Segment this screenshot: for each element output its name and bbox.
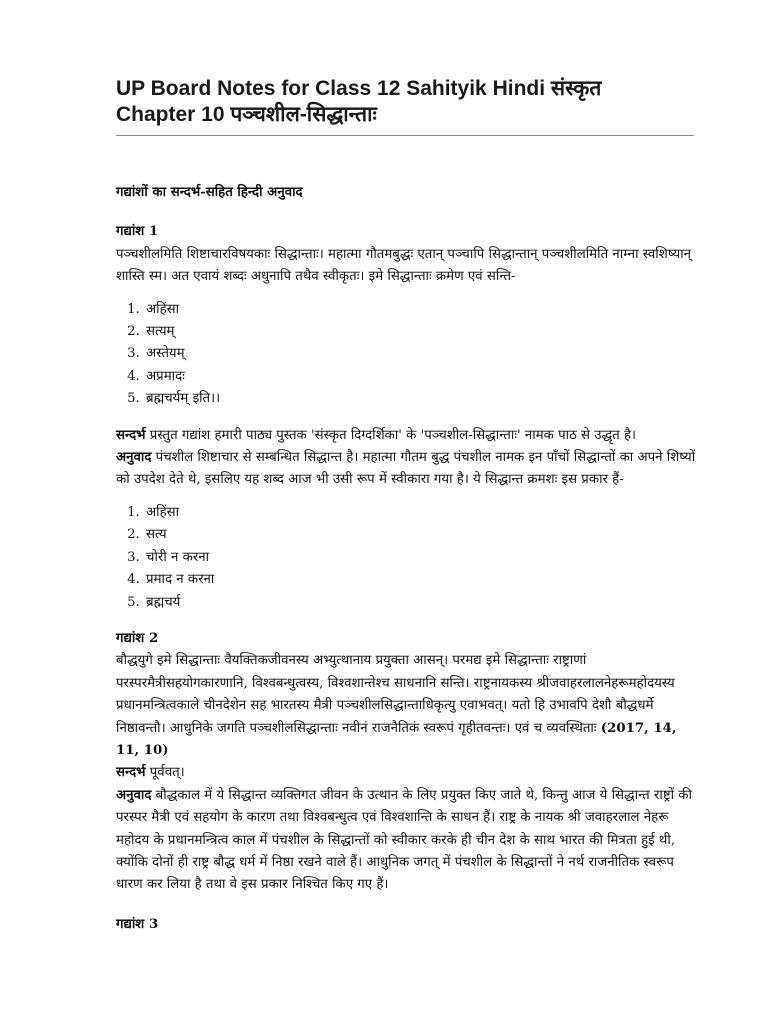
reference-text: पूर्ववत्। <box>149 765 185 781</box>
exam-years: (2017, 14, 11, 10) <box>116 720 677 758</box>
list-item: 3. अस्तेयम् <box>144 343 698 365</box>
passage-1-translation <box>116 447 698 492</box>
passage-2-heading: गद्यांश 2 <box>116 630 159 646</box>
translation-text: बौद्धकाल में ये सिद्धान्त व्यक्तिगत जीवन के उत्थान के लिए प्रयुक्त किए जाते थे, किन्तु आज ये सिद्धान्त राष्ट्रों की परस्पर मैत्री एवं सहयोग के कारण तथा विश्वबन्धुत्व एवं विश्वशान्ति के साधन हैं। राष्ट्र के नायक श्री जवाहरलाल नेहरू महोदय के प्रधानमन्त्रित्व काल में पंचशील के सिद्धान्तों को स्वीकार करके ही चीन देश के साथ भारत की मित्रता हुई थी, क्योंकि दोनों ही राष्ट्र बौद्ध धर्म में निष्ठा रखने वाले हैं। आधुनिक जगत् में पंचशील के सिद्धान्तों ने नर्थ राजनीतिक स्वरूप धारण कर लिया है तथा वे इस प्रकार निश्चित किए गए हैं। <box>116 787 692 893</box>
document-body <box>116 182 698 936</box>
list-item: 1. अहिंसा <box>144 502 698 524</box>
list-item: 3. चोरी न करना <box>144 547 698 569</box>
section-heading: गद्यांशों का सन्दर्भ-सहित हिन्दी अनुवाद <box>116 185 303 200</box>
reference-label: सन्दर्भ <box>116 765 146 781</box>
passage-1-list <box>116 299 698 411</box>
passage-1-text: पञ्चशीलमिति शिष्टाचारविषयकाः सिद्धान्ताः। महात्मा गौतमबुद्धः एतान् पञ्चापि सिद्धान्तान् पञ्चशीलमिति नाम्ना स्वशिष्यान् शास्ति स्म। अत एवायं शब्दः अधुनापि तथैव स्वीकृतः। इमे सिद्धान्ताः क्रमेण एवं सन्ति- <box>116 246 692 285</box>
passage-2-body: बौद्धयुगे इमे सिद्धान्ताः वैयक्तिकजीवनस्य अभ्युत्थानाय प्रयुक्ता आसन्। परमद्य इमे सिद्धान्ताः राष्ट्राणां परस्परमैत्रीसहयोगकारणानि, विश्वबन्धुत्वस्य, विश्वशान्तेश्च साधनानि सन्ति। राष्ट्रनायकस्य श्रीजवाहरलालनेहरूमहोदयस्य प्रधानमन्त्रित्वकाले चीनदेशेन सह भारतस्य मैत्री पञ्चशीलसिद्धान्ताधिकृत्यु एवाभवत्। यतो हि उभावपि देशौ बौद्धधर्मे निष्ठावन्तौ। आधुनिके जगति पञ्चशीलसिद्धान्ताः नवीनं राजनैतिकं स्वरूपं गृहीतवन्तः। एवं च व्यवस्थिताः <box>116 653 675 736</box>
passage-2-translation <box>116 785 698 897</box>
list-item: 5. ब्रह्मचर्यम् इति।। <box>144 388 698 410</box>
list-item: 4. प्रमाद न करना <box>144 569 698 591</box>
passage-1-reference <box>116 425 698 447</box>
translation-label: अनुवाद <box>116 450 152 466</box>
reference-text: प्रस्तुत गद्यांश हमारी पाठ्य पुस्तक 'संस्कृत दिग्दर्शिका' के 'पञ्चशील-सिद्धान्ताः' नामक पाठ से उद्धृत है। <box>149 427 637 443</box>
passage-1-heading: गद्यांश 1 <box>116 224 159 240</box>
translation-text: पंचशील शिष्टाचार से सम्बन्धित सिद्धान्त है। महात्मा गौतम बुद्ध पंचशील नामक इन पाँचों सिद्धान्तों का अपने शिष्यों को उपदेश देते थे, इसलिए यह शब्द आज भी उसी रूप में स्वीकारा गया है। ये सिद्धान्त क्रमशः इस प्रकार हैं- <box>116 450 696 488</box>
list-item: 2. सत्यम् <box>144 321 698 343</box>
title-divider <box>116 135 694 136</box>
page-title: UP Board Notes for Class 12 Sahityik Hindi संस्कृत Chapter 10 पञ्चशील-सिद्धान्ताः <box>116 77 602 126</box>
passage-1-translation-list <box>116 502 698 614</box>
translation-label: अनुवाद <box>116 787 152 803</box>
reference-label: सन्दर्भ <box>116 427 146 443</box>
list-item: 4. अप्रमादः <box>144 366 698 388</box>
list-item: 5. ब्रह्मचर्य <box>144 592 698 614</box>
list-item: 2. सत्य <box>144 524 698 546</box>
passage-2-text <box>116 650 698 762</box>
list-item: 1. अहिंसा <box>144 299 698 321</box>
passage-2-reference <box>116 762 698 784</box>
passage-3-heading: गद्यांश 3 <box>116 916 159 932</box>
